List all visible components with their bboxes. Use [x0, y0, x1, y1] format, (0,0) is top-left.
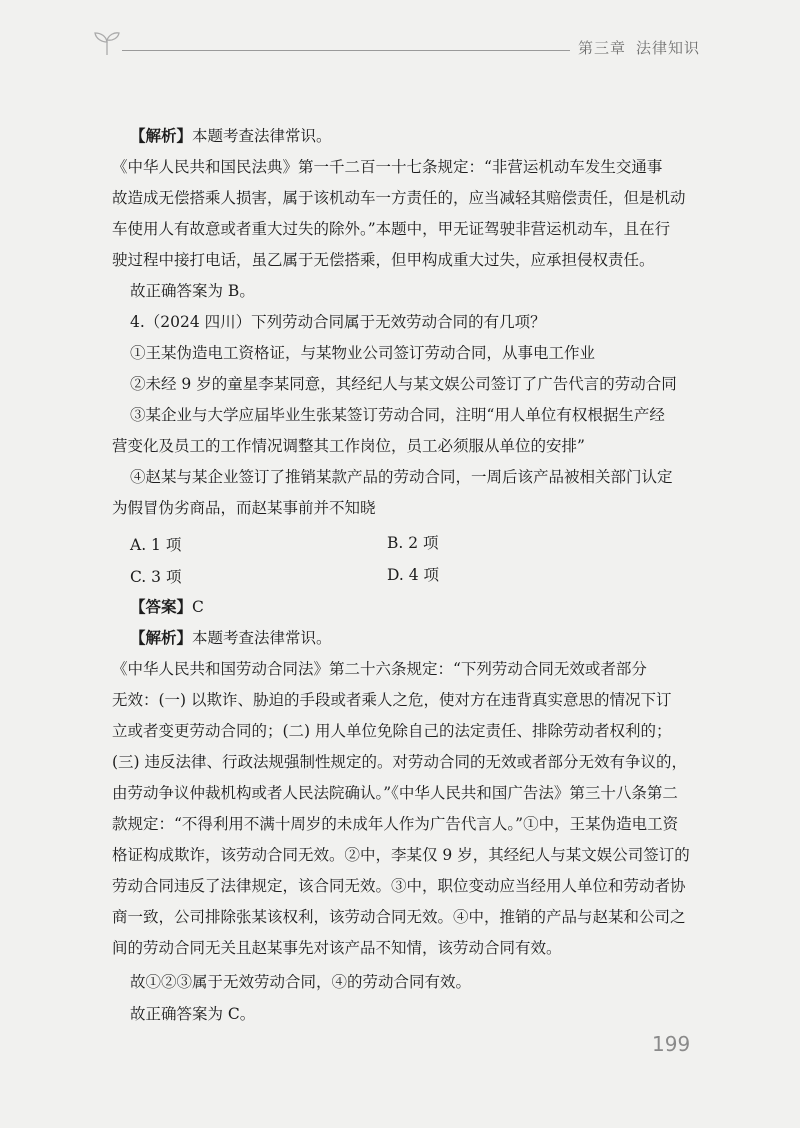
q4-analysis-line: 由劳动争议仲裁机构或者人民法院确认。”《中华人民共和国广告法》第三十八条第二 [112, 784, 678, 802]
q3-analysis-label: 【解析】 [130, 127, 193, 145]
q4-answer-value: C [192, 598, 204, 616]
option-b: B. 2 项 [387, 534, 439, 552]
header-rule [122, 50, 570, 51]
q4-analysis-label: 【解析】 [130, 629, 193, 647]
q4-item-1: ①王某伪造电工资格证，与某物业公司签订劳动合同，从事电工作业 [130, 344, 596, 362]
q3-analysis-line: 车使用人有故意或者重大过失的除外。”本题中，甲无证驾驶非营运机动车，且在行 [112, 220, 671, 238]
q4-analysis-line: 款规定：“不得利用不满十周岁的未成年人作为广告代言人。”①中，王某伪造电工资 [112, 815, 679, 833]
q4-analysis-line: (三) 违反法律、行政法规强制性规定的。对劳动合同的无效或者部分无效有争议的， [112, 753, 688, 771]
q4-analysis-line: 间的劳动合同无关且赵某事先对该产品不知情，该劳动合同有效。 [112, 939, 562, 957]
q4-analysis-line: 格证构成欺诈，该劳动合同无效。②中，李某仅 9 岁，其经纪人与某文娱公司签订的 [112, 846, 690, 864]
q4-item-4-cont: 为假冒伪劣商品，而赵某事前并不知晓 [112, 499, 376, 517]
chapter-title: 法律知识 [636, 39, 701, 57]
q3-answer-line: 故正确答案为 B。 [130, 282, 255, 300]
chapter-number: 第三章 [578, 39, 627, 57]
q4-analysis-text: 本题考查法律常识。 [192, 629, 332, 647]
q4-item-3-cont: 营变化及员工的工作情况调整其工作岗位，员工必须服从单位的安排” [112, 437, 585, 455]
q4-stem: 4.（2024 四川）下列劳动合同属于无效劳动合同的有几项？ [130, 313, 546, 331]
q3-analysis-text: 本题考查法律常识。 [192, 127, 332, 145]
option-c: C. 3 项 [130, 568, 182, 586]
chapter-heading [578, 37, 700, 58]
page-header [0, 0, 800, 80]
option-d: D. 4 项 [387, 566, 440, 584]
q4-analysis-heading [130, 624, 715, 652]
option-a: A. 1 项 [130, 536, 182, 554]
q3-analysis-line: 《中华人民共和国民法典》第一千二百一十七条规定：“非营运机动车发生交通事 [112, 158, 663, 176]
q3-analysis-line: 故造成无偿搭乘人损害，属于该机动车一方责任的，应当减轻其赔偿责任，但是机动 [112, 189, 686, 207]
q4-analysis-line: 《中华人民共和国劳动合同法》第二十六条规定：“下列劳动合同无效或者部分 [112, 660, 647, 678]
q4-answer-line: 故正确答案为 C。 [130, 1005, 256, 1023]
q4-answer [130, 593, 715, 621]
q3-analysis-line: 驶过程中接打电话，虽乙属于无偿搭乘，但甲构成重大过失，应承担侵权责任。 [112, 251, 655, 269]
page-number: 199 [652, 1032, 691, 1056]
q4-analysis-line: 劳动合同违反了法律规定，该合同无效。③中，职位变动应当经用人单位和劳动者协 [112, 877, 686, 895]
q4-analysis-line: 立或者变更劳动合同的；(二) 用人单位免除自己的法定责任、排除劳动者权利的； [112, 722, 672, 740]
q4-analysis-line: 无效：(一) 以欺诈、胁迫的手段或者乘人之危，使对方在违背真实意思的情况下订 [112, 691, 672, 709]
q4-item-2: ②未经 9 岁的童星李某同意，其经纪人与某文娱公司签订了广告代言的劳动合同 [130, 375, 677, 393]
q4-analysis-line: 商一致，公司排除张某该权利，该劳动合同无效。④中，推销的产品与赵某和公司之 [112, 908, 686, 926]
q4-answer-label: 【答案】 [130, 598, 193, 616]
q3-analysis-heading [130, 122, 715, 150]
sprout-icon [92, 30, 122, 56]
q4-item-4: ④赵某与某企业签订了推销某款产品的劳动合同，一周后该产品被相关部门认定 [130, 468, 673, 486]
q4-item-3: ③某企业与大学应届毕业生张某签订劳动合同，注明“用人单位有权根据生产经 [130, 406, 665, 424]
q4-conclusion: 故①②③属于无效劳动合同，④的劳动合同有效。 [130, 973, 472, 991]
